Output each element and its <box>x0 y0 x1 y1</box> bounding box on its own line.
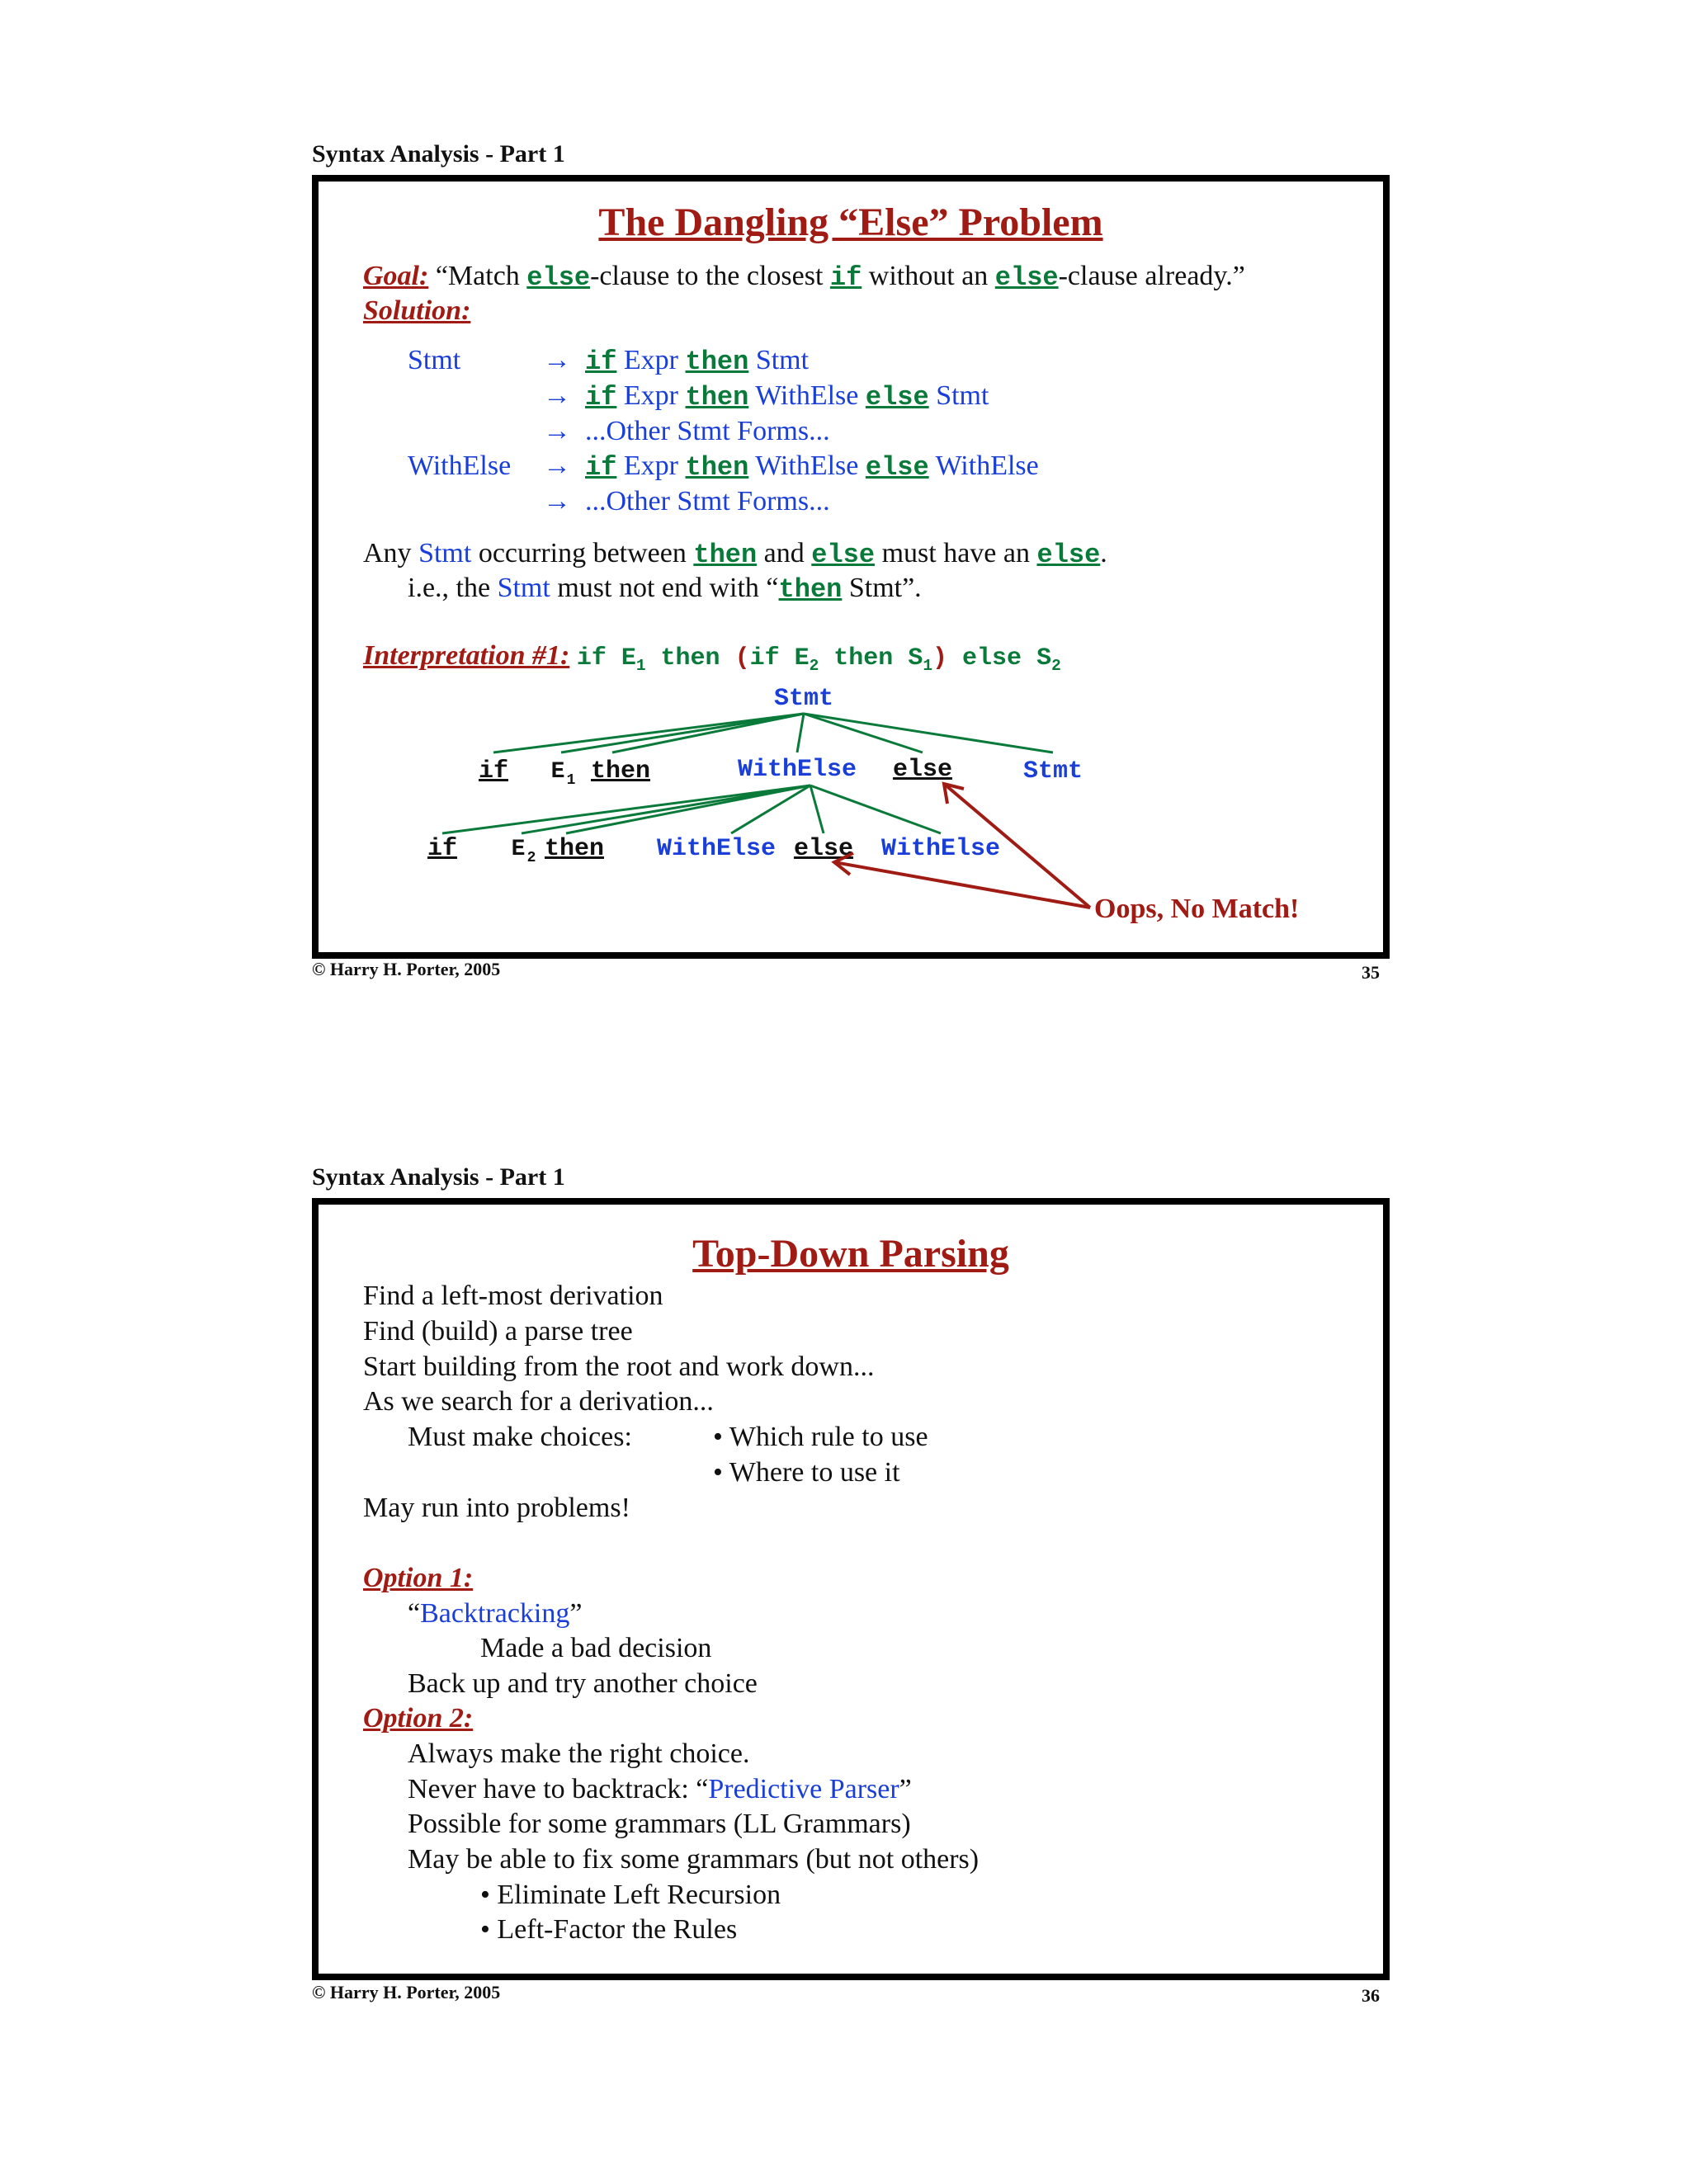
slide1-footer-copyright: © Harry H. Porter, 2005 <box>312 959 501 979</box>
option1-label: Option 1: <box>363 1563 474 1593</box>
tree-edges-level1 <box>493 714 1053 752</box>
nt-other: ...Other Stmt Forms... <box>585 486 830 517</box>
slide1-header: Syntax Analysis - Part 1 <box>312 140 565 167</box>
tree-l2-withelse: WithElse <box>656 835 777 863</box>
interp-part: if E <box>576 644 636 672</box>
quote: ” <box>899 1774 912 1804</box>
choices-label: Must make choices: <box>408 1422 632 1452</box>
nt-stmt: Stmt <box>755 345 810 375</box>
kw-if: if <box>829 262 862 293</box>
tree-l1-then: then <box>590 757 651 785</box>
grammar-lhs-stmt: Stmt <box>408 345 461 375</box>
nt-expr: Expr <box>623 450 678 481</box>
para-text: . <box>1100 538 1107 568</box>
term-backtracking: Backtracking <box>420 1598 570 1629</box>
interp-sub: 1 <box>635 657 646 675</box>
interp-sub: 2 <box>1051 657 1061 675</box>
quote: ” <box>569 1598 583 1629</box>
bullet-left-recursion: • Eliminate Left Recursion <box>480 1880 781 1910</box>
slide1-frame <box>312 175 1390 959</box>
tree-l1-withelse: WithElse <box>737 756 857 784</box>
parse-tree-diagram <box>319 182 1383 952</box>
slide1-title: The Dangling “Else” Problem <box>598 200 1103 244</box>
nt-expr: Expr <box>623 380 678 411</box>
kw-if: if <box>585 382 617 413</box>
kw-else: else <box>865 382 929 413</box>
tree-l1-if: if <box>478 757 509 785</box>
para-text: and <box>757 538 812 568</box>
kw-then: then <box>693 540 758 570</box>
nt-stmt: Stmt <box>418 538 472 568</box>
option1-backtracking <box>408 1598 582 1630</box>
interp-sub: 1 <box>923 657 933 675</box>
kw-then: then <box>685 347 749 377</box>
nt-withelse: WithElse <box>755 380 859 411</box>
interp-part: else S <box>947 644 1052 672</box>
line-leftmost: Find a left-most derivation <box>363 1281 663 1311</box>
quote: “ <box>408 1598 421 1629</box>
goal-label: Goal: <box>363 261 429 291</box>
option2-predictive <box>408 1774 912 1805</box>
kw-else: else <box>526 262 591 293</box>
kw-else: else <box>994 262 1059 293</box>
para-text: Any <box>363 538 419 568</box>
nt-expr: Expr <box>623 345 678 375</box>
tree-l2-withelse-2: WithElse <box>880 835 1001 863</box>
line-parse-tree: Find (build) a parse tree <box>363 1316 633 1347</box>
option2-right-choice: Always make the right choice. <box>408 1738 750 1769</box>
goal-text: -clause to the closest <box>590 261 830 291</box>
slide2-footer-copyright: © Harry H. Porter, 2005 <box>312 1982 501 2002</box>
slide2-title: Top-Down Parsing <box>692 1232 1009 1276</box>
interp-part: then <box>645 644 735 672</box>
tree-root-stmt: Stmt <box>773 685 834 713</box>
option2-text: Never have to backtrack: “ <box>408 1774 709 1804</box>
arrow-icon: → <box>543 345 571 375</box>
nt-withelse: WithElse <box>755 450 859 481</box>
kw-if: if <box>585 347 617 377</box>
goal-text: “Match <box>435 261 527 291</box>
option2-label: Option 2: <box>363 1703 474 1734</box>
slide2-page-number: 36 <box>1362 1985 1380 2006</box>
tree-l2-e: E <box>511 837 526 862</box>
nt-stmt: Stmt <box>936 380 989 411</box>
goal-text: -clause already.” <box>1058 261 1245 291</box>
bullet-left-factor: • Left-Factor the Rules <box>480 1914 738 1945</box>
line-search: As we search for a derivation... <box>363 1386 714 1417</box>
arrow-icon: → <box>543 450 571 481</box>
kw-then: then <box>778 574 843 605</box>
interp-sub: 2 <box>809 657 819 675</box>
kw-else: else <box>865 452 929 483</box>
tree-l1-e-sub: 1 <box>566 772 576 789</box>
tree-l2-if: if <box>427 835 458 863</box>
kw-then: then <box>685 452 749 483</box>
arrow-icon: → <box>543 416 571 446</box>
interp-paren: ) <box>932 644 948 672</box>
para-text: Stmt”. <box>842 573 922 603</box>
interp-part: then S <box>819 644 923 672</box>
slide2-header: Syntax Analysis - Part 1 <box>312 1163 565 1191</box>
para-text: occurring between <box>471 538 694 568</box>
tree-l2-then: then <box>544 835 605 863</box>
line-problems: May run into problems! <box>363 1493 630 1523</box>
option1-backup: Back up and try another choice <box>408 1668 758 1699</box>
kw-else: else <box>1036 540 1101 570</box>
line-root: Start building from the root and work down... <box>363 1351 875 1382</box>
tree-l1-stmt: Stmt <box>1022 757 1083 785</box>
kw-else: else <box>811 540 876 570</box>
nt-other: ...Other Stmt Forms... <box>585 416 830 446</box>
option2-fix: May be able to fix some grammars (but not others) <box>408 1844 980 1875</box>
interp-part: if E <box>749 644 810 672</box>
nt-stmt: Stmt <box>497 573 550 603</box>
solution-label: Solution: <box>363 295 471 326</box>
choice-rule: • Which rule to use <box>713 1422 928 1452</box>
tree-l2-e-sub: 2 <box>526 850 536 866</box>
option1-bad-decision: Made a bad decision <box>480 1633 712 1663</box>
para-text: i.e., the <box>408 573 498 603</box>
interpretation-label: Interpretation #1: <box>363 640 570 671</box>
slide1-page-number: 35 <box>1362 962 1380 983</box>
para-text: must have an <box>875 538 1037 568</box>
kw-then: then <box>685 382 749 413</box>
tree-l1-else: else <box>892 756 953 784</box>
arrow-icon: → <box>543 380 571 411</box>
option2-ll: Possible for some grammars (LL Grammars) <box>408 1809 911 1839</box>
term-predictive-parser: Predictive Parser <box>708 1774 899 1804</box>
arrow-icon: → <box>543 486 571 517</box>
tree-l2-else: else <box>793 835 854 863</box>
kw-if: if <box>585 452 617 483</box>
grammar-lhs-withelse: WithElse <box>408 450 512 481</box>
goal-text: without an <box>862 261 995 291</box>
interp-paren: ( <box>734 644 750 672</box>
oops-label: Oops, No Match! <box>1094 894 1300 924</box>
tree-edges-level2 <box>442 785 941 833</box>
nt-withelse: WithElse <box>935 450 1039 481</box>
para-text: must not end with “ <box>550 573 779 603</box>
slide2-frame <box>312 1198 1390 1980</box>
tree-l1-e: E <box>550 759 565 785</box>
choice-where: • Where to use it <box>713 1457 900 1488</box>
